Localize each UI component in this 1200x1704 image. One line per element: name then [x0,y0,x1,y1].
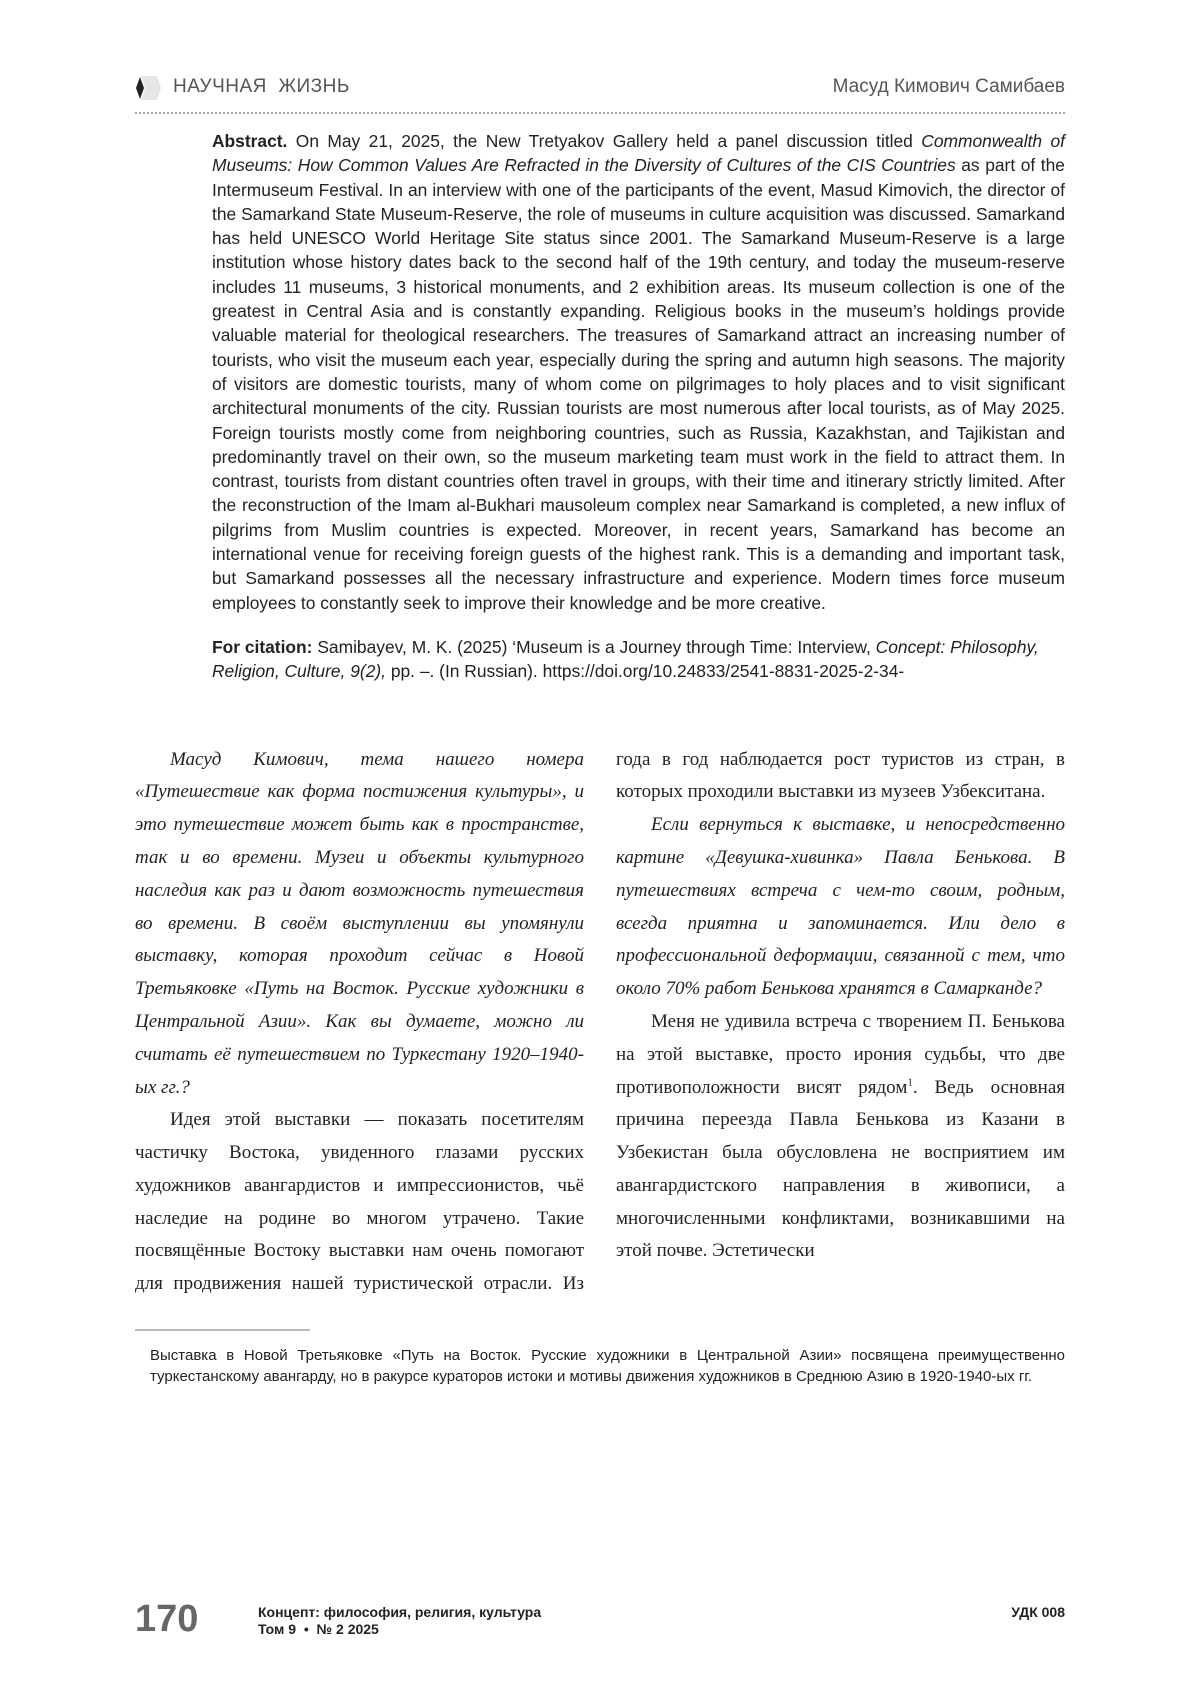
question: Если вернуться к выставке, и непосредственно картине «Девушка-хивинка» Павла Бенькова. В путешествиях встреча с чем-то своим, родным, всегда приятна и запоминается. Или дело в профессиональной деформации, связанной с тем, что около 70% работ Бенькова хранятся в Самарканде? [616,814,1065,1000]
running-header [135,74,1065,104]
question: Масуд Кимович, тема нашего номера «Путешествие как форма постижения культуры», и это путешествие может быть как в пространстве, так и во времени. Музеи и объекты культурного наследия как раз и дают возможность путешествия во времени. В своём выступлении вы упомянули выставку, которая проходит сейчас в Новой Третьяковке «Путь на Восток. Русские художники в Центральной Азии». Как вы думаете, можно ли считать её путешествием по Туркестану 1920–1940-ых гг.? [135,748,584,1098]
section-title: НАУЧНАЯ ЖИЗНЬ [173,76,350,97]
page-number: 170 [135,1598,199,1640]
footnote: Выставка в Новой Третьяковке «Путь на Восток. Русские художники в Центральной Азии» посвящена преимущественно туркестанскому авангарду, но в ракурсе кураторов истоки и мотивы движения художников в Среднюю Азию в 1920-1940-ых гг. [150,1347,1065,1386]
footnote-divider [135,1329,310,1331]
abstract [212,129,1065,615]
citation-journal: Concept: Philosophy, Religion, Culture, 9(2), [212,636,1039,682]
udk-code: УДК 008 [1011,1604,1065,1620]
journal-info [258,1604,541,1638]
citation-label: For citation: [212,636,313,657]
journal-issue: Том 9 • № 2 2025 [258,1621,379,1637]
abstract-text: as part of the Intermuseum Festival. In an interview with one of the participants of the event, Masud Kimovich, the director of the Samarkand State Museum-Reserve, the role of museums in culture acquisition was discussed. Samarkand has held UNESCO World Heritage Site status since 2001. The Samarkand Museum-Reserve is a large institution whose history dates back to the second half of the 19th century, and today the museum-reserve includes 11 museums, 3 historical monuments, and 2 exhibition areas. Its museum collection is one of the greatest in Central Asia and is constantly expanding. Religious books in the museum’s holdings provide valuable material for theological researchers. The treasures of Samarkand attract an increasing number of tourists, who visit the museum each year, especially during the spring and autumn high seasons. The majority of visitors are domestic tourists, many of whom come on pilgrimages to holy places and to visit significant architectural monuments of the city. Russian tourists are most numerous after local tourists, as of May 2025. Foreign tourists mostly come from neighboring countries, such as Russia, Kazakhstan, and Tajikistan and predominantly travel on their own, so the museum marketing team must work in the field to attract them. In contrast, tourists from distant countries often travel in groups, with their time and itinerary strictly limited. After the reconstruction of the Imam al-Bukhari mausoleum complex near Samarkand is completed, a new influx of pilgrims from Muslim countries is expected. Moreover, in recent years, Samarkand has become an international venue for receiving foreign guests of the highest rank. This is a demanding and important task, but Samarkand possesses all the necessary infrastructure and experience. Modern times force museum employees to constantly seek to improve their knowledge and be more creative. [212,155,1065,613]
header-author: Масуд Кимович Самибаев [832,76,1065,97]
body-columns [135,744,1065,1302]
page-footer [135,1564,1065,1664]
event-title: Commonwealth of Museums: How Common Values Are Refracted in the Diversity of Cultures of the CIS Countries [212,131,1065,176]
answer: . Ведь основная причина переезда Павла Бенькова из Казани в Узбекистан была обусловлена не восприятием им авангардистского направления в живописи, а многочисленными конфликтами, возникавшими на этой почве. Эстетически [616,1076,1065,1262]
answer: Меня не удивила встреча с творением П. Бенькова на этой выставке, просто ирония судьбы, что две противоположности висят рядом [616,1010,1065,1098]
citation [212,635,1065,684]
journal-name: Концепт: философия, религия, культура [258,1604,542,1620]
footnote-ref[interactable]: 1 [907,1076,913,1089]
abstract-label: Abstract. [212,131,288,151]
header-divider [135,112,1065,114]
citation-doi[interactable]: pp. –. (In Russian). https://doi.org/10.24833/2541-8831-2025-2-34- [385,661,905,682]
abstract-text: On May 21, 2025, the New Tretyakov Gallery held a panel discussion titled [295,131,922,151]
answer: Идея этой выставки — показать посетителям частичку Востока, увиденного глазами русских художников авангардистов и импрессионистов, чьё наследие на родине во многом утрачено. Такие посвящённые Востоку выставки нам очень помогают для продвижения нашей туристической отрасли. Из года в год наблюдается рост туристов из стран, в которых проходили выставки из музеев Узбекситана. [135,748,1065,1295]
citation-text: Samibayev, M. K. (2025) ‘Museum is a Journey through Time: Interview, [312,636,876,657]
journal-logo-icon [135,76,161,100]
